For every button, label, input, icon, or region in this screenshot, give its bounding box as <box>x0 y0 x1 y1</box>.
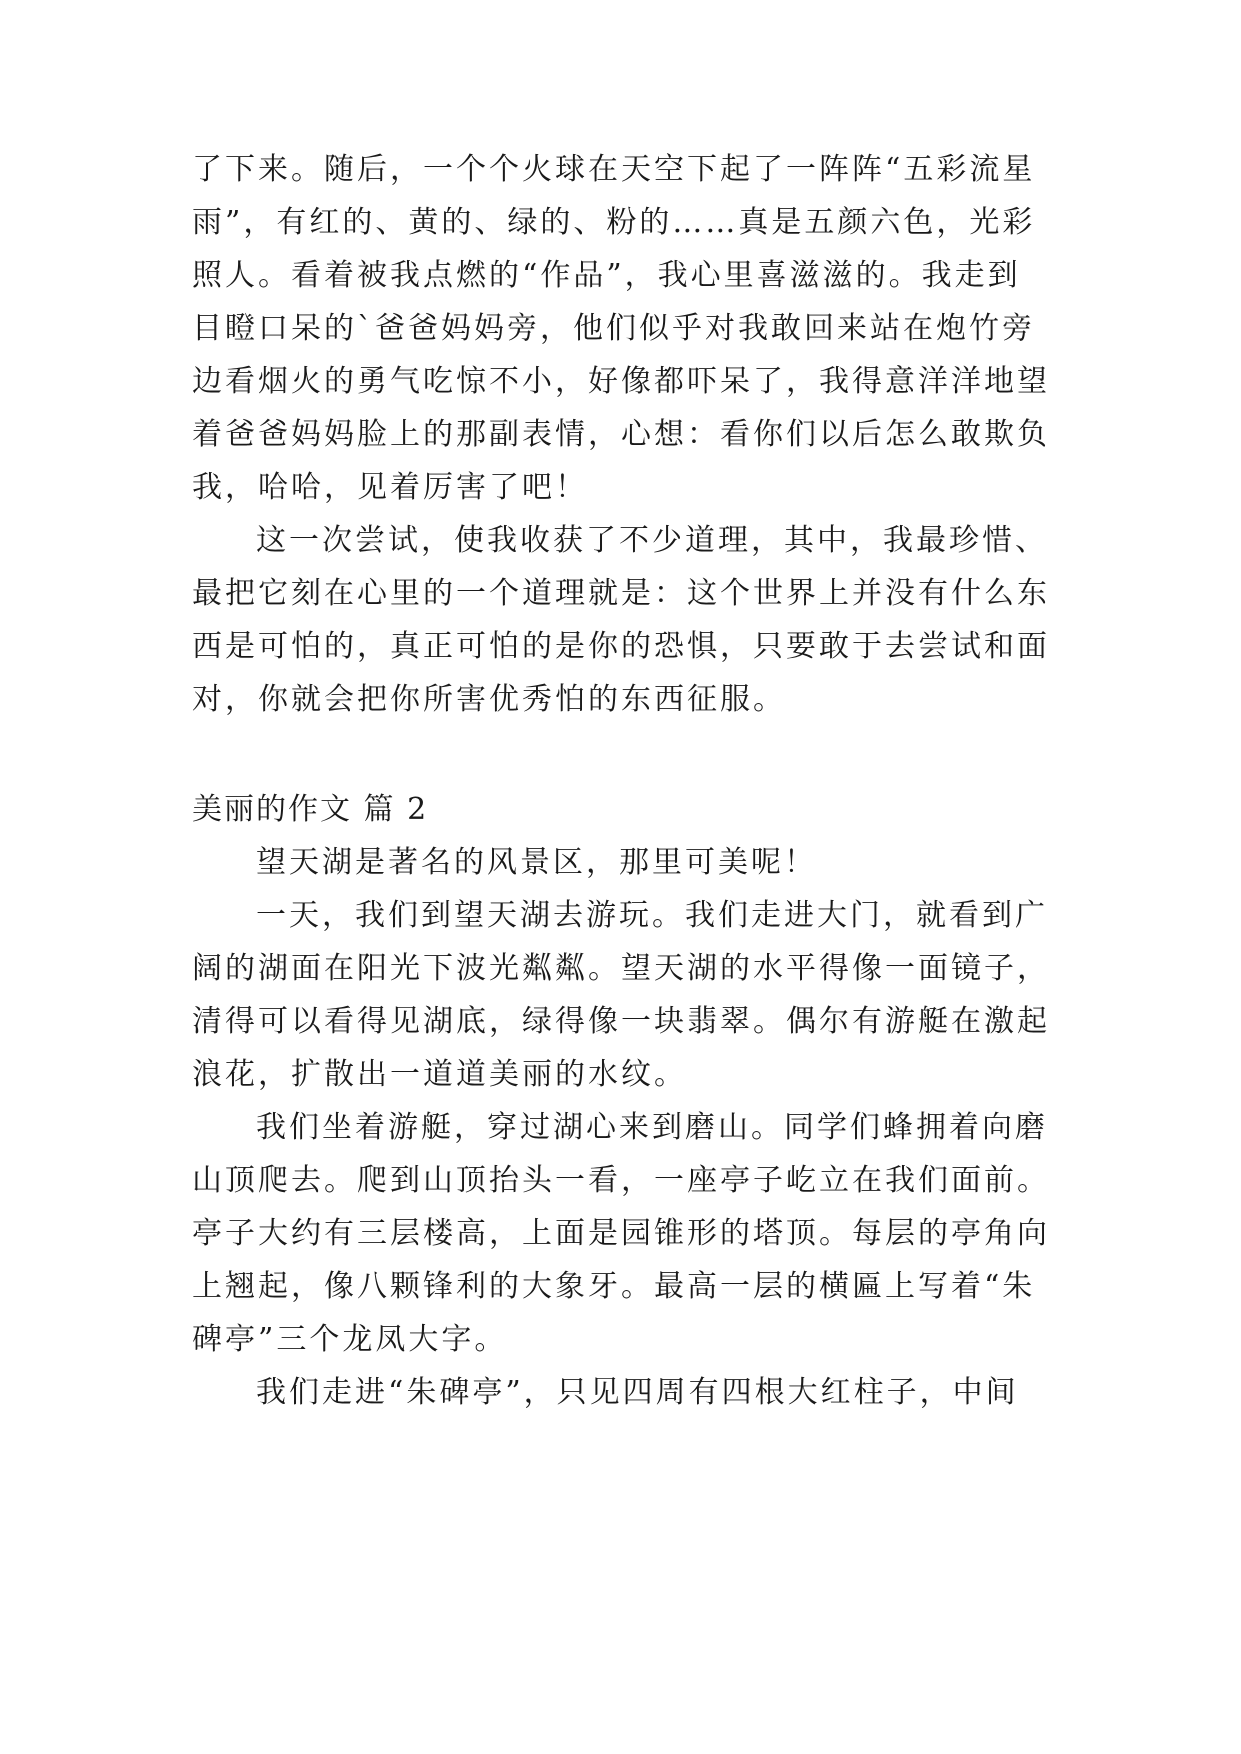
text-line: 清得可以看得见湖底，绿得像一块翡翠。偶尔有游艇在激起 <box>192 1004 1050 1039</box>
text-line: 碑亭”三个龙凤大字。 <box>192 1322 508 1357</box>
text-line: 边看烟火的勇气吃惊不小，好像都吓呆了，我得意洋洋地望 <box>192 364 1050 399</box>
text-line: 浪花，扩散出一道道美丽的水纹。 <box>192 1057 687 1092</box>
text-line: 亭子大约有三层楼高，上面是园锥形的塔顶。每层的亭角向 <box>192 1216 1050 1251</box>
text-line: 这一次尝试，使我收获了不少道理，其中，我最珍惜、 <box>256 523 1048 558</box>
text-line: 阔的湖面在阳光下波光粼粼。望天湖的水平得像一面镜子， <box>192 951 1050 986</box>
text-line: 一天，我们到望天湖去游玩。我们走进大门，就看到广 <box>256 898 1048 933</box>
text-line: 我们坐着游艇，穿过湖心来到磨山。同学们蜂拥着向磨 <box>256 1110 1048 1145</box>
text-line: 目瞪口呆的`爸爸妈妈旁，他们似乎对我敢回来站在炮竹旁 <box>192 311 1035 346</box>
text-line: 雨”，有红的、黄的、绿的、粉的……真是五颜六色，光彩 <box>192 205 1036 240</box>
text-line: 我，哈哈，见着厉害了吧！ <box>192 470 588 505</box>
text-line: 了下来。随后，一个个火球在天空下起了一阵阵“五彩流星 <box>192 152 1036 187</box>
text-line: 最把它刻在心里的一个道理就是：这个世界上并没有什么东 <box>192 576 1050 611</box>
text-line: 照人。看着被我点燃的“作品”，我心里喜滋滋的。我走到 <box>192 258 1021 293</box>
text-line: 对，你就会把你所害优秀怕的东西征服。 <box>192 682 786 717</box>
text-line: 着爸爸妈妈脸上的那副表情，心想：看你们以后怎么敢欺负 <box>192 417 1050 452</box>
text-line: 山顶爬去。爬到山顶抬头一看，一座亭子屹立在我们面前。 <box>192 1163 1050 1198</box>
text-line: 上翘起，像八颗锋利的大象牙。最高一层的横匾上写着“朱 <box>192 1269 1036 1304</box>
text-line: 西是可怕的，真正可怕的是你的恐惧，只要敢于去尝试和面 <box>192 629 1050 664</box>
text-line: 我们走进“朱碑亭”，只见四周有四根大红柱子，中间 <box>256 1375 1019 1410</box>
text-line: 望天湖是著名的风景区，那里可美呢！ <box>256 845 817 880</box>
section-heading: 美丽的作文 篇 2 <box>192 792 429 827</box>
